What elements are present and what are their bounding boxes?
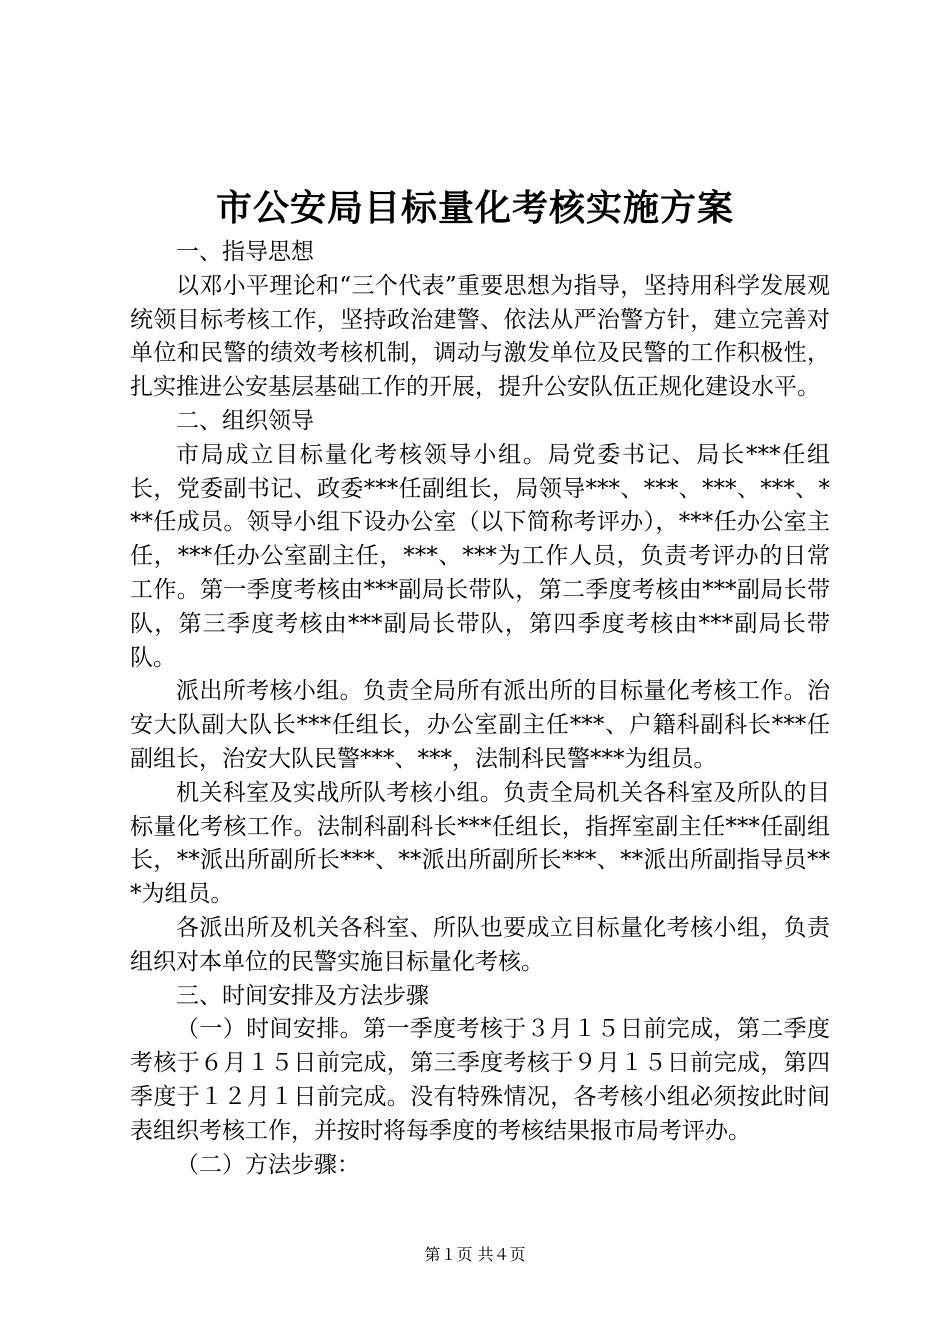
paragraph-guiding-ideology: 以邓小平理论和“三个代表”重要思想为指导，坚持用科学发展观统领目标考核工作，坚持政治建警、依法从严治警方针，建立完善对单位和民警的绩效考核机制，调动与激发单位及民警的工作积极性，扎实推进公安基层基础工作的开展，提升公安队伍正规化建设水平。 — [130, 272, 830, 401]
paragraph-time-arrangement: （一）时间安排。第一季度考核于３月１５日前完成，第二季度考核于６月１５日前完成，第三季度考核于９月１５日前完成，第四季度于１２月１日前完成。没有特殊情况，各考核小组必须按此时间表组织考核工作，并按时将每季度的考核结果报市局考评办。 — [130, 1016, 830, 1144]
paragraph-method-steps: （二）方法步骤： — [176, 1151, 360, 1178]
document-title: 市公安局目标量化考核实施方案 — [215, 187, 734, 229]
section-heading-organization: 二、组织领导 — [176, 407, 314, 434]
paragraph-office-group: 机关科室及实战所队考核小组。负责全局机关各科室及所队的目标量化考核工作。法制科副科长***任组长，指挥室副主任***任副组长，**派出所副所长***、**派出所副所长***、**派出所副指导员***为组员。 — [130, 779, 831, 908]
document-body — [130, 236, 830, 1182]
paragraph-leadership-group: 市局成立目标量化考核领导小组。局党委书记、局长***任组长，党委副书记、政委***任副组长，局领导***、***、***、***、***任成员。领导小组下设办公室（以下简称考评办），***任办公室主任，***任办公室副主任，***、***为工作人员，负责考评办的日常工作。第一季度考核由***副局长带队，第二季度考核由***副局长带队，第三季度考核由***副局长带队，第四季度考核由***副局长带队。 — [130, 441, 830, 671]
paragraph-police-station-group: 派出所考核小组。负责全局所有派出所的目标量化考核工作。治安大队副大队长***任组长，办公室副主任***、户籍科副科长***任副组长，治安大队民警***、***，法制科民警***为组员。 — [130, 678, 830, 772]
page-number: 第１页 共４页 — [424, 1245, 526, 1264]
paragraph-unit-groups: 各派出所及机关各科室、所队也要成立目标量化考核小组，负责组织对本单位的民警实施目标量化考核。 — [130, 914, 830, 975]
section-heading-guiding-ideology: 一、指导思想 — [176, 239, 314, 265]
section-heading-schedule: 三、时间安排及方法步骤 — [176, 982, 429, 1009]
